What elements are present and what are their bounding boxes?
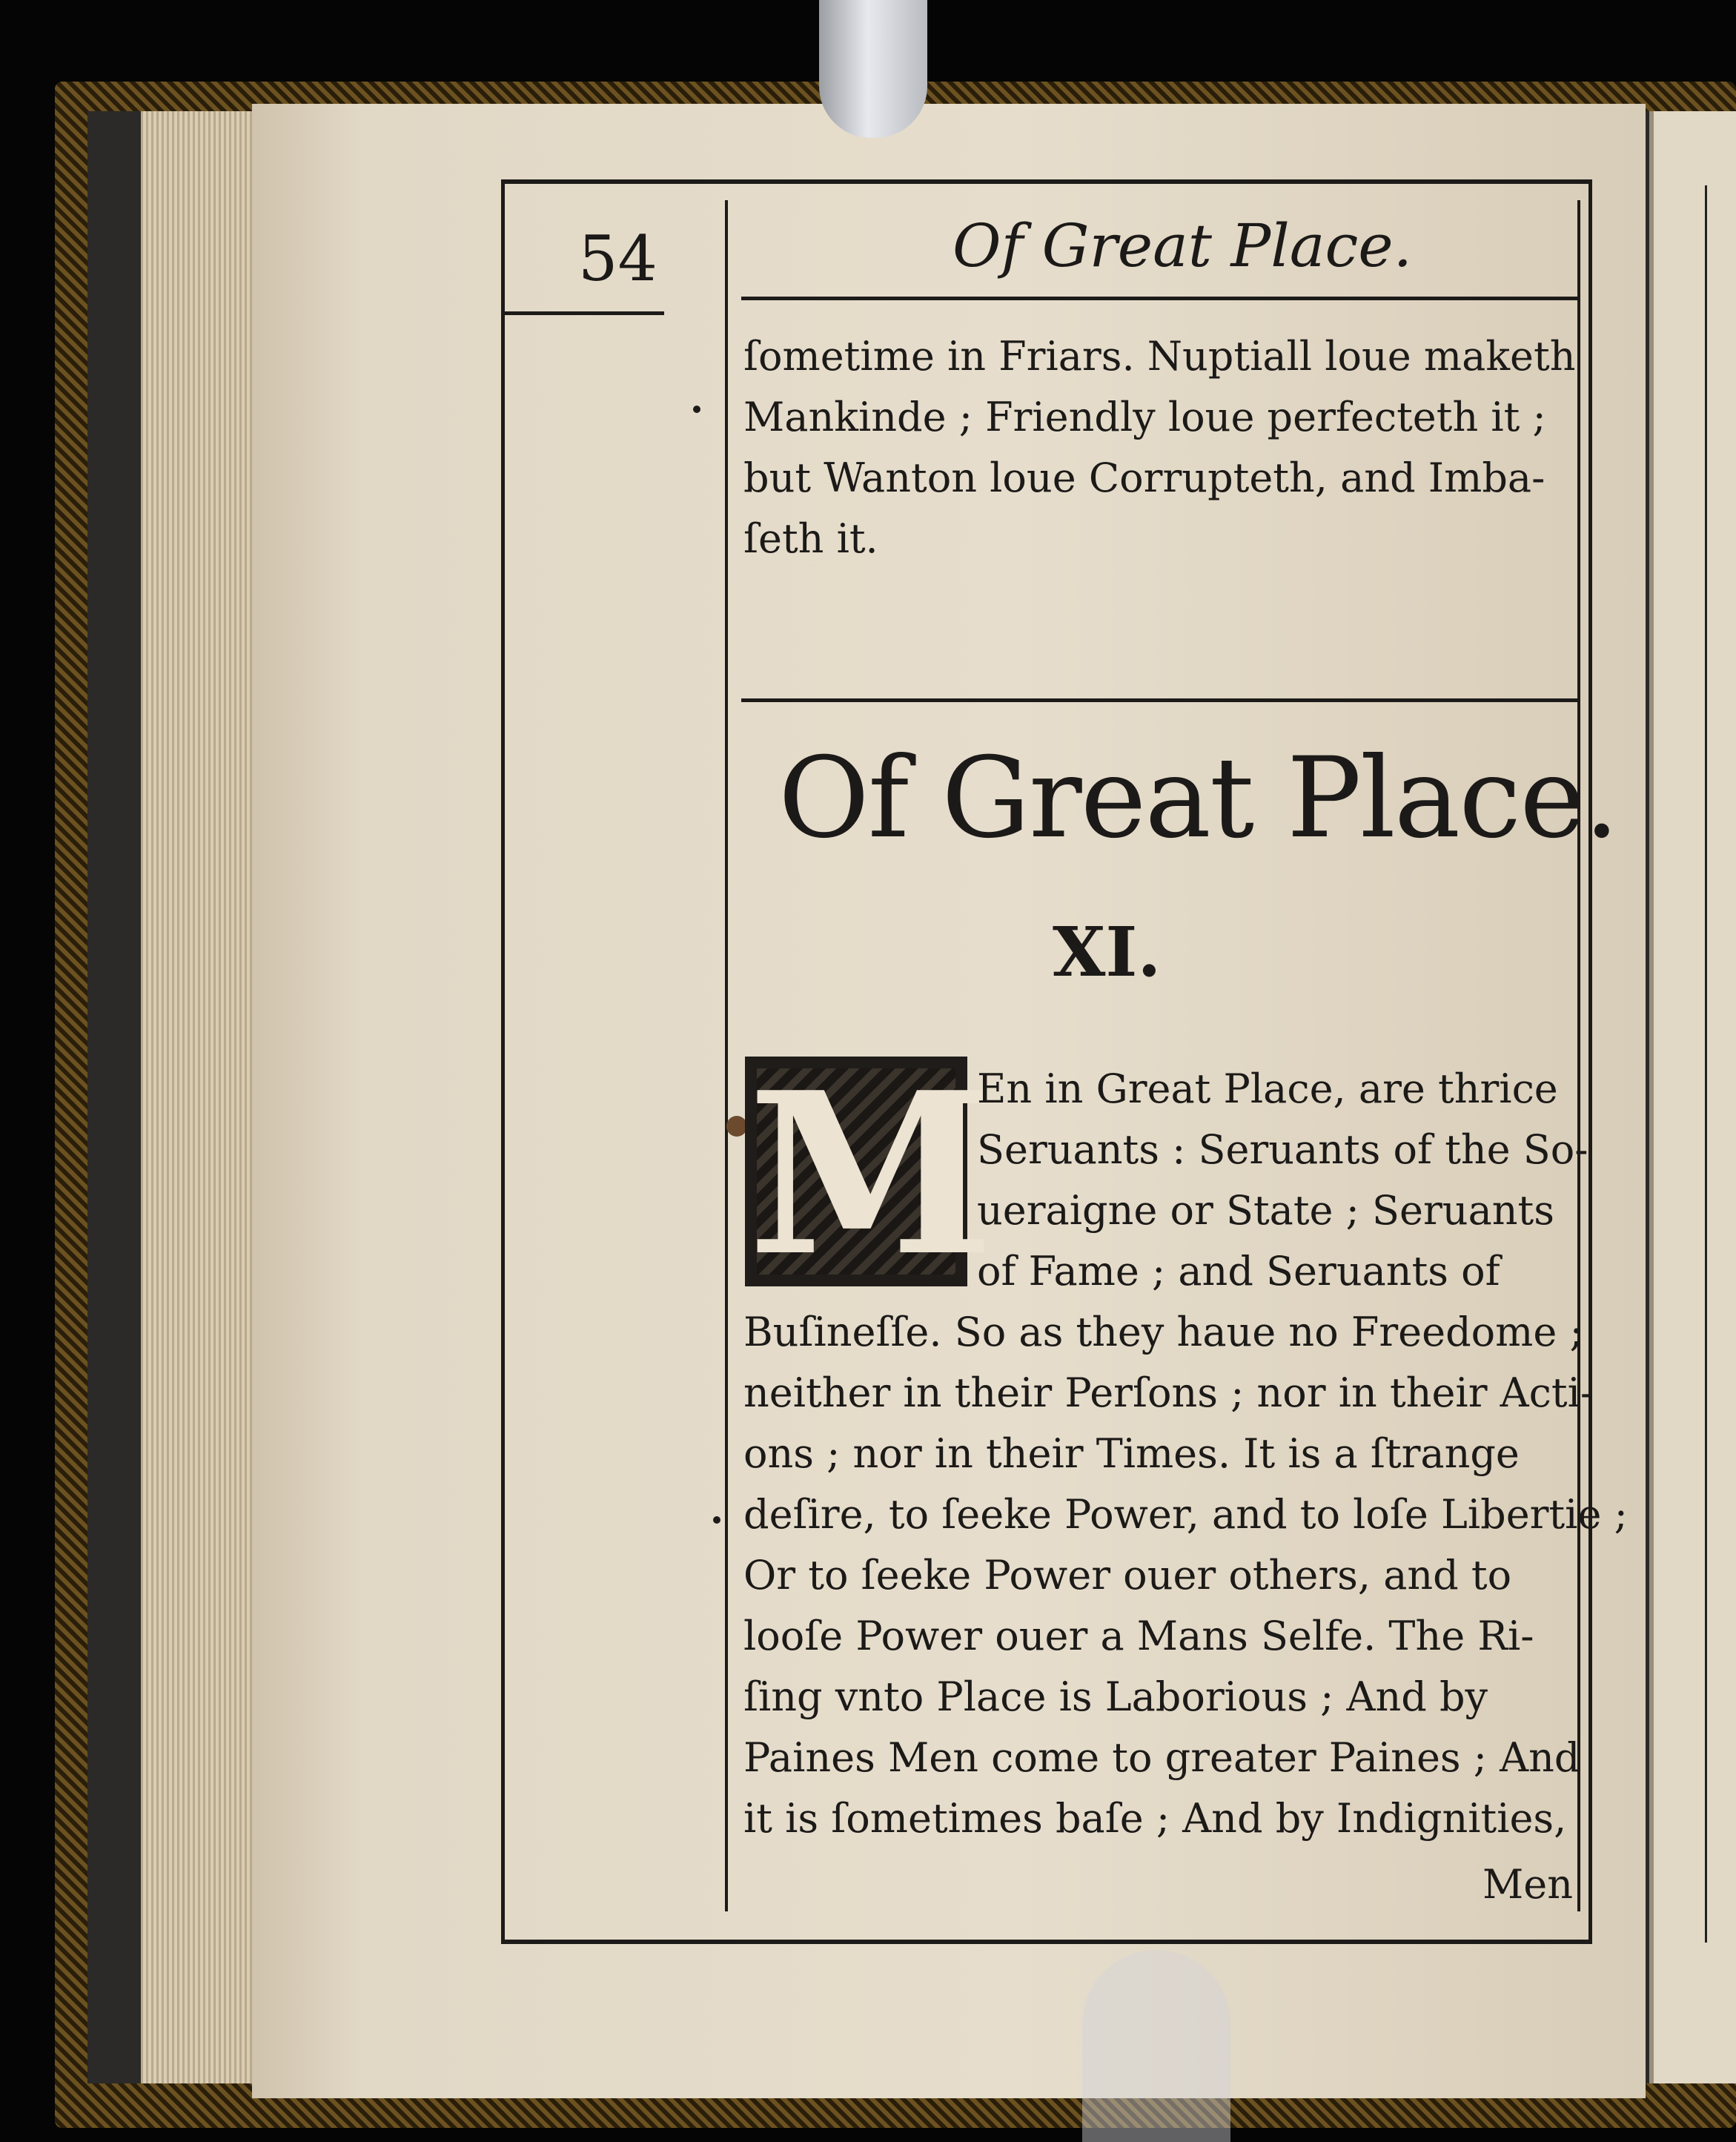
text-line: Paines Men come to greater Paines ; And xyxy=(743,1734,1580,1781)
page-number-rule xyxy=(501,311,664,315)
running-head-rule xyxy=(741,297,1579,300)
text-line: ſeth it. xyxy=(743,515,878,562)
facing-page-frame xyxy=(1705,185,1736,1943)
text-line: ons ; nor in their Times. It is a ſtrange xyxy=(743,1430,1520,1477)
text-line: Buſineſſe. So as they haue no Freedome ; xyxy=(743,1309,1583,1355)
text-line: but Wanton loue Corrupteth, and Imba- xyxy=(743,454,1545,501)
text-line: deſire, to ſeeke Power, and to loſe Libertie ; xyxy=(743,1491,1628,1538)
margin-mark xyxy=(713,1516,720,1524)
running-head: Of Great Place. xyxy=(953,211,1413,280)
text-line: Mankinde ; Friendly loue perfecteth it ; xyxy=(743,394,1546,440)
text-line: looſe Power ouer a Mans Selfe. The Ri- xyxy=(743,1613,1534,1659)
margin-mark xyxy=(693,406,700,413)
page-number: 54 xyxy=(578,222,657,295)
text-line: En in Great Place, are thrice xyxy=(977,1065,1558,1112)
text-line: Seruants : Seruants of the So- xyxy=(977,1126,1588,1173)
text-line: ſometime in Friars. Nuptiall loue maketh xyxy=(743,333,1576,380)
margin-column-rule xyxy=(725,200,728,1911)
top-text-block xyxy=(743,326,1574,569)
right-column-rule xyxy=(1577,200,1580,1911)
catchword: Men xyxy=(1482,1861,1574,1908)
text-line: ueraigne or State ; Seruants xyxy=(977,1187,1554,1234)
text-line: of Fame ; and Seruants of xyxy=(977,1248,1500,1295)
body-text-block xyxy=(743,1059,1628,1849)
text-line: ſing vnto Place is Laborious ; And by xyxy=(743,1673,1488,1720)
page-edges xyxy=(141,111,267,2083)
section-divider-rule xyxy=(741,698,1579,702)
chapter-number: XI. xyxy=(1053,912,1162,992)
text-line: it is ſometimes baſe ; And by Indignities, xyxy=(743,1795,1567,1842)
text-line: neither in their Perſons ; nor in their Acti- xyxy=(743,1369,1594,1416)
drop-cap-letter: M xyxy=(748,1043,995,1305)
plastic-page-weight-icon xyxy=(1082,1950,1230,2142)
metal-page-clip-icon xyxy=(819,0,927,138)
text-line: Or to ſeeke Power ouer others, and to xyxy=(743,1552,1512,1599)
chapter-title: Of Great Place. xyxy=(778,734,1618,863)
